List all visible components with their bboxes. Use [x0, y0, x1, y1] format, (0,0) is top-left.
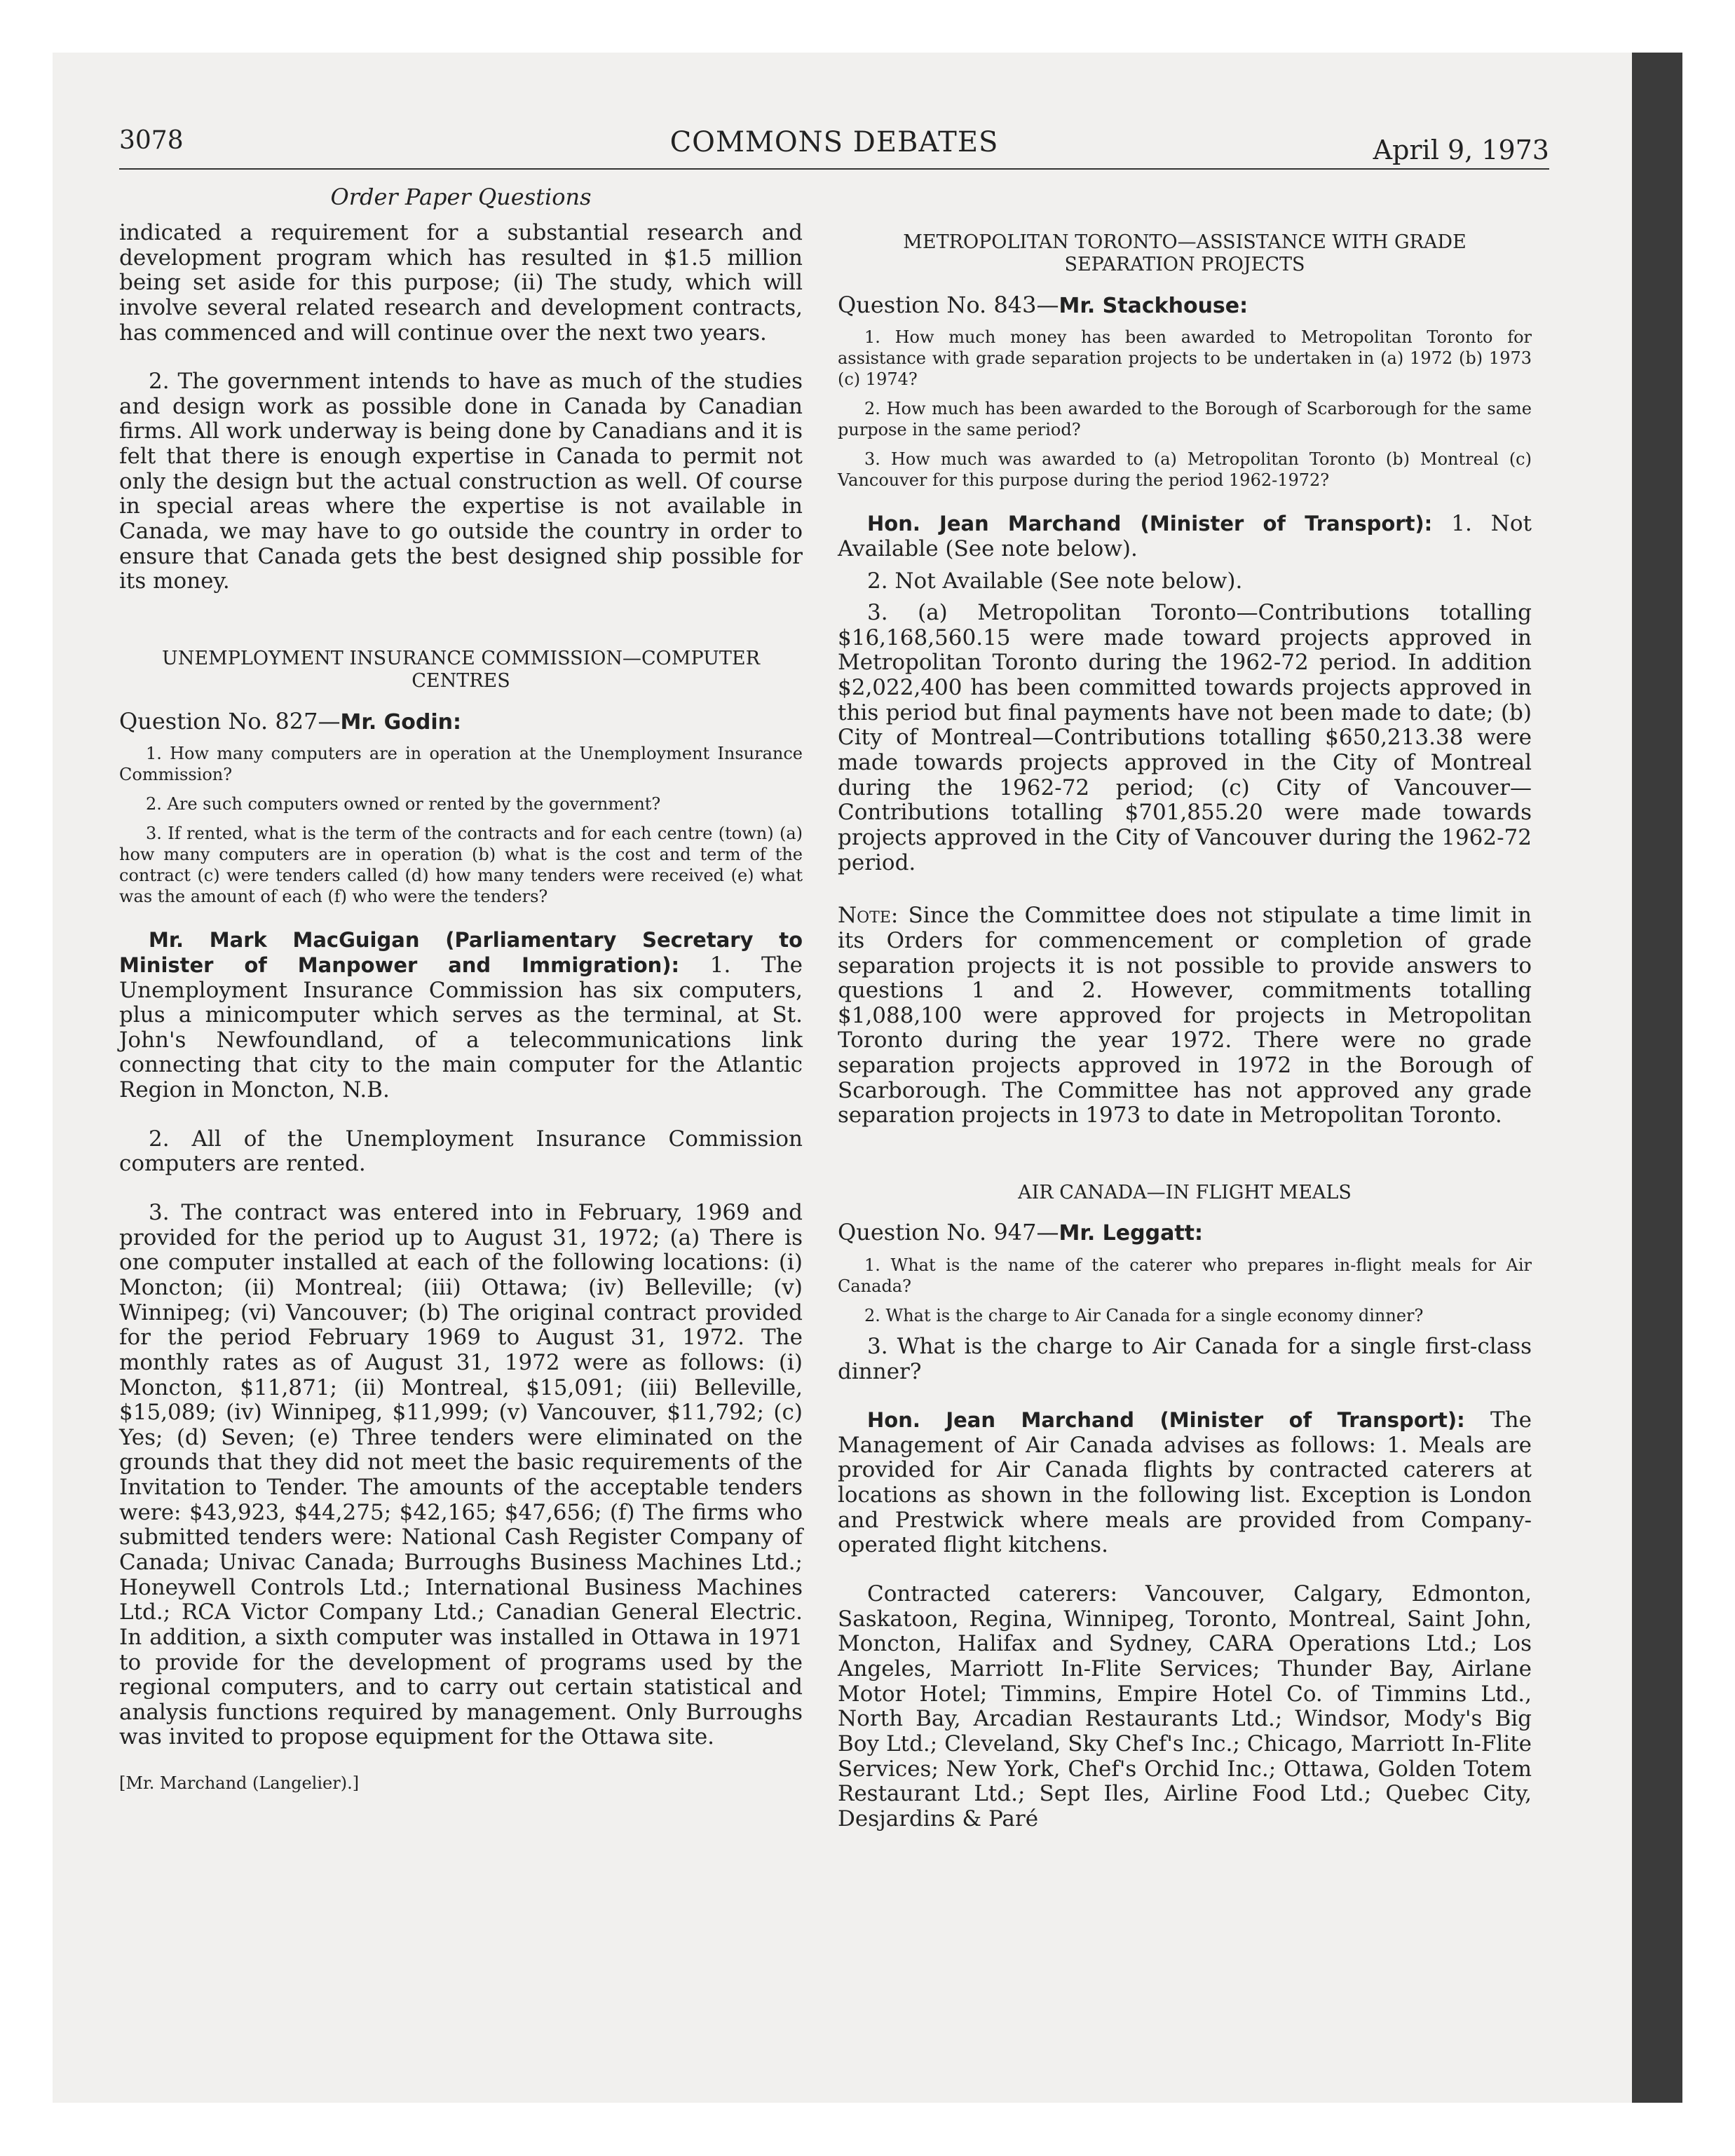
header-rule [119, 168, 1549, 170]
answer-paragraph [838, 1408, 1532, 1558]
answer-text: The Management of Air Canada advises as follows: 1. Meals are provided for Air Canada flights by contracted caterers at locations as shown in the following list. Exception is London and Prestwick where meals are provided from Company-operated flight kitchens. [838, 1407, 1532, 1558]
question-item: 1. What is the name of the caterer who prepares in-flight meals for Air Canada? [838, 1255, 1532, 1296]
binding-edge [1632, 53, 1682, 2103]
section-heading: METROPOLITAN TORONTO—ASSISTANCE WITH GRADE SEPARATION PROJECTS [903, 231, 1467, 276]
note-text: Since the Committee does not stipulate a time limit in its Orders for commencement or completion of grade separation projects it is not possible to provide answers to questions 1 and 2. However, commitments totalling $1,088,100 were approved for projects in Metropolitan Toronto during the year 1972. There were no grade separation projects approved in 1972 in the Borough of Scarborough. The Committee has not approved any grade separation projects in 1973 to date in Metropolitan Toronto. [838, 903, 1532, 1128]
question-label [838, 292, 1532, 319]
right-column [838, 231, 1532, 1831]
note-paragraph [838, 903, 1532, 1128]
speaker-name: Mr. Mark MacGuigan (Parliamentary Secretary to Minister of Manpower and Immigration): [119, 928, 803, 977]
question-item: 2. Are such computers owned or rented by the government? [146, 794, 661, 814]
question-number: Question No. 947— [838, 1219, 1059, 1246]
question-item: 3. If rented, what is the term of the contracts and for each centre (town) (a) how many computers are in operation (b) what is the cost and term of the contract (c) were tenders called (d) how many tenders were received (e) what was the amount of each (f) who were the tenders? [119, 824, 803, 907]
page-date: April 9, 1973 [1373, 135, 1549, 165]
page-header [119, 126, 1549, 168]
answer-paragraph: 3. The contract was entered into in February, 1969 and provided for the period up to August 31, 1972; (a) There is one computer installed at each of the following locations: (i) Moncton; (ii) Montreal; (iii) Ottawa; (iv) Belleville; (v) Winnipeg; (vi) Vancouver; (b) The original contract provided for the period February 1969 to August 31, 1972. The monthly rates as of August 31, 1972 were as follows: (i) Moncton, $11,871; (ii) Montreal, $15,091; (iii) Belleville, $15,089; (iv) Winnipeg, $11,999; (v) Vancouver, $11,792; (c) Yes; (d) Seven; (e) Three tenders were eliminated on the grounds that they did not meet the basic requirements of the Invitation to Tender. The amounts of the acceptable tenders were: $43,923, $44,275; $42,165; $47,656; (f) The firms who submitted tenders were: National Cash Register Company of Canada; Univac Canada; Burroughs Business Machines Ltd.; Honeywell Controls Ltd.; International Business Machines Ltd.; RCA Victor Company Ltd.; Canadian General Electric. In addition, a sixth computer was installed in Ottawa in 1971 to provide for the development of programs used by the regional computers, and to carry out certain statistical and analysis functions required by management. Only Burroughs was invited to propose equipment for the Ottawa site. [119, 1200, 803, 1750]
speaker-footnote: [Mr. Marchand (Langelier).] [119, 1773, 360, 1794]
answer-paragraph: 3. (a) Metropolitan Toronto—Contributions totalling $16,168,560.15 were made toward projects approved in Metropolitan Toronto during the 1962-72 period. In addition $2,022,400 has been committed towards projects approved in this period but final payments have not been made to date; (b) City of Montreal—Contributions totalling $650,213.38 were made towards projects approved in the City of Montreal during the 1962-72 period; (c) City of Vancouver—Contributions totalling $701,855.20 were made towards projects approved in the City of Vancouver during the 1962-72 period. [838, 600, 1532, 875]
question-item: 3. What is the charge to Air Canada for a single first-class dinner? [838, 1333, 1532, 1384]
question-item: 1. How much money has been awarded to Metropolitan Toronto for assistance with grade separation projects to be undertaken in (a) 1972 (b) 1973 (c) 1974? [838, 327, 1532, 390]
answer-text: 1. The Unemployment Insurance Commission has six computers, plus a minicomputer which serves as the terminal, at St. John's Newfoundland, of a telecommunications link connecting that city to the main computer for the Atlantic Region in Moncton, N.B. [119, 952, 803, 1103]
question-item: 2. What is the charge to Air Canada for a single economy dinner? [864, 1305, 1424, 1325]
answer-text: 1. Not Available (See note below). [838, 511, 1532, 561]
answer-paragraph: 2. Not Available (See note below). [867, 568, 1243, 594]
note-label: Note: [838, 903, 899, 929]
left-column [119, 221, 803, 1794]
section-heading: AIR CANADA—IN FLIGHT MEALS [1018, 1182, 1352, 1204]
continued-paragraph: indicated a requirement for a substantial research and development program which has resulted in $1.5 million being set aside for this purpose; (ii) The study, which will involve several related research and development contracts, has commenced and will continue over the next two years. [119, 220, 803, 346]
speaker-name: Hon. Jean Marchand (Minister of Transport): [867, 512, 1433, 536]
question-item: 1. How many computers are in operation at the Unemployment Insurance Commission? [119, 744, 803, 785]
question-number: Question No. 843— [838, 291, 1059, 318]
question-label [119, 709, 803, 735]
question-label [838, 1220, 1532, 1246]
journal-title: COMMONS DEBATES [669, 126, 999, 158]
question-asker: Mr. Leggatt: [1059, 1221, 1204, 1246]
question-asker: Mr. Godin: [340, 709, 462, 735]
caterers-paragraph: Contracted caterers: Vancouver, Calgary, Edmonton, Saskatoon, Regina, Winnipeg, Toronto, Montreal, Saint John, Moncton, Halifax and Sydney, CARA Operations Ltd.; Los Angeles, Marriott In-Flite Services; Thunder Bay, Airlane Motor Hotel; Timmins, Empire Hotel Co. of Timmins Ltd., North Bay, Arcadian Restaurants Ltd.; Windsor, Mody's Big Boy Ltd.; Cleveland, Sky Chef's Inc.; Chicago, Marriott In-Flite Services; New York, Chef's Orchid Inc.; Ottawa, Golden Totem Restaurant Ltd.; Sept Iles, Airline Food Ltd.; Quebec City, Desjardins & Paré [838, 1581, 1532, 1831]
speaker-name: Hon. Jean Marchand (Minister of Transport): [867, 1408, 1465, 1433]
question-item: 3. How much was awarded to (a) Metropolitan Toronto (b) Montreal (c) Vancouver for this purpose during the period 1962-1972? [838, 449, 1532, 491]
page-number: 3078 [119, 126, 184, 155]
continued-paragraph: 2. The government intends to have as much of the studies and design work as possible done in Canada by Canadian firms. All work underway is being done by Canadians and it is felt that there is enough expertise in Canada to permit not only the design but the actual construction as well. Of course in special areas where the expertise is not available in Canada, we may have to go outside the country in order to ensure that Canada gets the best designed ship possible for its money. [119, 369, 803, 594]
question-item: 2. How much has been awarded to the Borough of Scarborough for the same purpose in the same period? [838, 399, 1532, 440]
answer-paragraph [838, 512, 1532, 561]
answer-paragraph [119, 928, 803, 1103]
answer-paragraph: 2. All of the Unemployment Insurance Commission computers are rented. [119, 1126, 803, 1177]
question-number: Question No. 827— [119, 707, 341, 735]
section-label: Order Paper Questions [330, 184, 592, 210]
section-heading: UNEMPLOYMENT INSURANCE COMMISSION—COMPUTER CENTRES [162, 647, 760, 692]
question-asker: Mr. Stackhouse: [1059, 293, 1248, 318]
